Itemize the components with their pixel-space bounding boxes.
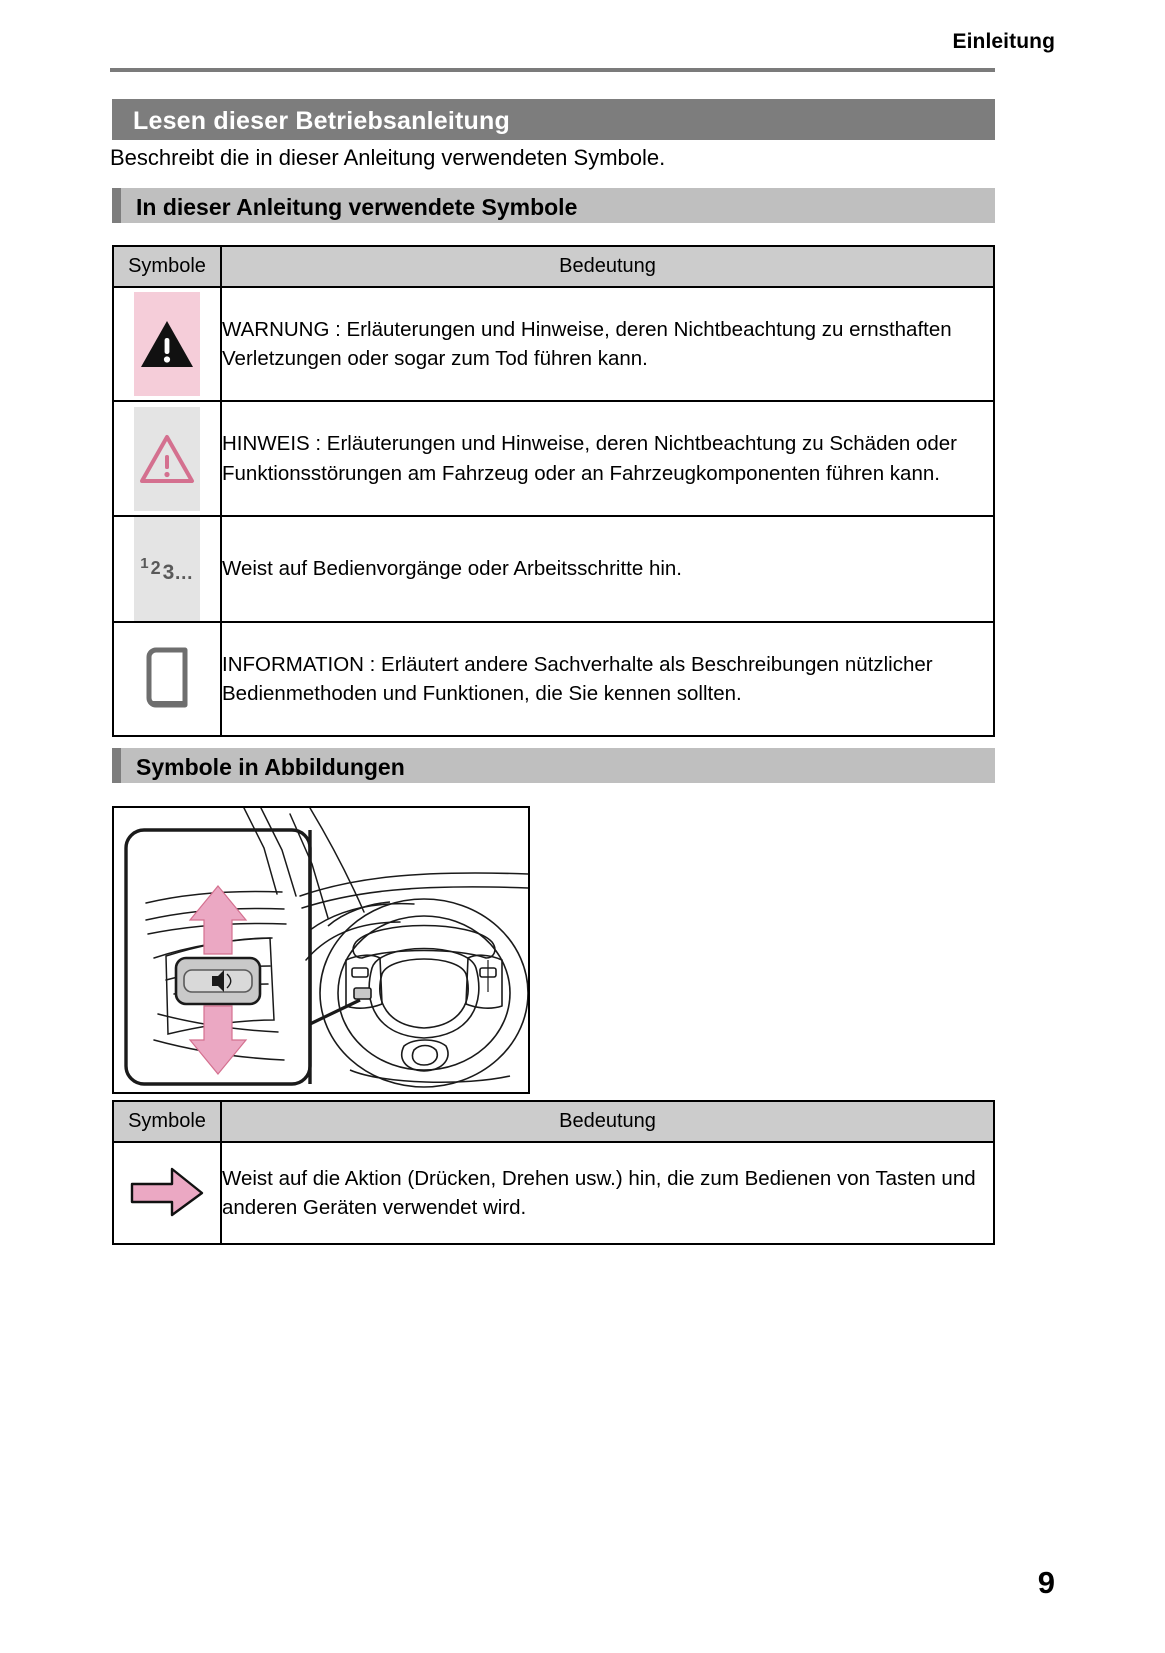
table-row (113, 1142, 994, 1244)
column-header-symbol: Symbole (113, 246, 221, 287)
steering-wheel-volume-switch-illustration (112, 806, 530, 1094)
page-number: 9 (1037, 1565, 1055, 1600)
warning-triangle-filled-icon (134, 292, 200, 396)
meaning-cell-steps: Weist auf Bedienvorgänge oder Arbeitsschritte hin. (221, 516, 994, 622)
meaning-cell-action-arrow: Weist auf die Aktion (Drücken, Drehen usw.) hin, die zum Bedienen von Tasten und anderen Geräten verwendet wird. (221, 1142, 994, 1244)
chapter-title: Lesen dieser Betriebsanleitung (133, 107, 510, 135)
step-number-two: 2 (150, 558, 161, 578)
table-header-row (113, 246, 994, 287)
section-heading-manual-symbols (112, 188, 995, 223)
chapter-intro-text: Beschreibt die in dieser Anleitung verwendeten Symbole. (110, 145, 666, 170)
symbol-cell-information (113, 622, 221, 736)
numbered-steps-icon (134, 517, 200, 621)
running-head: Einleitung (952, 30, 1055, 53)
symbol-cell-steps (113, 516, 221, 622)
table-row (113, 516, 994, 622)
section-heading-figure-symbols (112, 748, 995, 783)
header-rule (110, 68, 995, 72)
symbol-cell-action-arrow (113, 1142, 221, 1244)
chapter-title-banner (112, 99, 995, 140)
table-figure-symbols (112, 1100, 995, 1245)
section-heading-label: Symbole in Abbildungen (136, 754, 405, 780)
table-row (113, 401, 994, 516)
column-header-meaning: Bedeutung (221, 1101, 994, 1142)
notice-triangle-outline-icon (134, 407, 200, 511)
column-header-symbol: Symbole (113, 1101, 221, 1142)
section-heading-tick (112, 188, 121, 223)
table-row (113, 622, 994, 736)
step-number-three: 3 (162, 560, 175, 584)
section-heading-label: In dieser Anleitung verwendete Symbole (136, 194, 578, 220)
table-header-row (113, 1101, 994, 1142)
meaning-cell-notice: HINWEIS : Erläuterungen und Hinweise, deren Nichtbeachtung zu Schäden oder Funktionsstörungen am Fahrzeug oder an Fahrzeugkomponenten führen kann. (221, 401, 994, 516)
table-manual-symbols (112, 245, 995, 737)
table-row (113, 287, 994, 401)
illustration-svg (114, 808, 528, 1092)
step-ellipsis: … (174, 562, 194, 584)
column-header-meaning: Bedeutung (221, 246, 994, 287)
meaning-cell-information: INFORMATION : Erläutert andere Sachverhalte als Beschreibungen nützlicher Bedienmethoden und Funktionen, die Sie kennen sollten. (221, 622, 994, 736)
section-heading-tick (112, 748, 121, 783)
pink-right-arrow-icon (124, 1161, 210, 1223)
speaker-volume-button (176, 958, 260, 1004)
symbol-cell-warning (113, 287, 221, 401)
information-book-icon (134, 627, 200, 731)
symbol-cell-notice (113, 401, 221, 516)
step-number-one: 1 (140, 554, 149, 572)
meaning-cell-warning: WARNUNG : Erläuterungen und Hinweise, deren Nichtbeachtung zu ernsthaften Verletzungen oder sogar zum Tod führen kann. (221, 287, 994, 401)
